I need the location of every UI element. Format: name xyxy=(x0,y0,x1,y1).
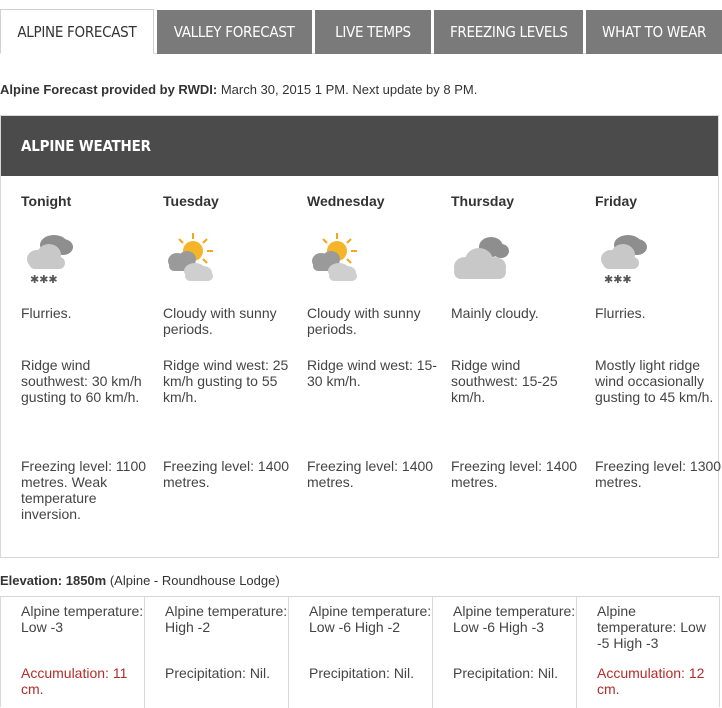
day-name: Wednesday xyxy=(307,193,385,209)
svg-text:✱✱✱: ✱✱✱ xyxy=(604,273,632,286)
tab-alpine-forecast[interactable]: ALPINE FORECAST xyxy=(0,9,154,54)
forecast-tabs xyxy=(0,0,722,54)
day-description: Mainly cloudy. xyxy=(451,305,539,321)
day-freezing-level: Freezing level: 1100 metres. Weak temperature inversion. xyxy=(21,458,147,522)
day-freezing-level: Freezing level: 1400 metres. xyxy=(163,458,290,490)
precip-text: Accumulation: 11 cm. xyxy=(21,665,128,697)
precip-text: Precipitation: Nil. xyxy=(453,665,559,681)
day-column xyxy=(307,193,437,490)
day-wind: Ridge wind southwest: 30 km/h gusting to 60 km/h. xyxy=(21,357,142,405)
tab-live-temps[interactable]: LIVE TEMPS xyxy=(315,10,432,54)
sun-cloud-icon xyxy=(163,231,223,287)
day-description: Flurries. xyxy=(595,305,646,321)
svg-text:✱✱✱: ✱✱✱ xyxy=(30,273,58,286)
provider-text: March 30, 2015 1 PM. Next update by 8 PM. xyxy=(220,82,478,97)
day-wind: Ridge wind west: 25 km/h gusting to 55 km/h. xyxy=(163,357,289,405)
precip-text: Precipitation: Nil. xyxy=(165,665,271,681)
elevation-line xyxy=(0,573,280,588)
day-column xyxy=(21,193,151,522)
day-freezing-level: Freezing level: 1400 metres. xyxy=(307,458,434,490)
day-wind: Ridge wind southwest: 15-25 km/h. xyxy=(451,357,558,405)
day-wind: Mostly light ridge wind occasionally gusting to 45 km/h. xyxy=(595,357,714,405)
panel-title: ALPINE WEATHER xyxy=(1,116,718,176)
elevation-label: Elevation: 1850m xyxy=(0,573,107,588)
temp-text: Alpine temperature: Low -3 xyxy=(21,603,144,635)
cloud-snow-icon xyxy=(21,231,81,287)
day-name: Tuesday xyxy=(163,193,219,209)
day-name: Thursday xyxy=(451,193,515,209)
precip-text: Precipitation: Nil. xyxy=(309,665,415,681)
temp-cell xyxy=(289,597,433,708)
cloud-snow-icon xyxy=(595,231,655,287)
day-column xyxy=(595,193,722,490)
cloud-icon xyxy=(451,231,511,287)
day-freezing-level: Freezing level: 1300 metres. xyxy=(595,458,722,490)
temp-cell xyxy=(145,597,289,708)
temp-text: Alpine temperature: Low -6 High -2 xyxy=(309,603,432,635)
day-description: Flurries. xyxy=(21,305,72,321)
tab-valley-forecast[interactable]: VALLEY FORECAST xyxy=(157,10,312,54)
temp-cell xyxy=(577,597,719,708)
day-description: Cloudy with sunny periods. xyxy=(307,305,421,337)
temp-cell xyxy=(433,597,577,708)
day-wind: Ridge wind west: 15-30 km/h. xyxy=(307,357,437,389)
precip-text: Accumulation: 12 cm. xyxy=(597,665,705,697)
day-description: Cloudy with sunny periods. xyxy=(163,305,277,337)
tab-what-to-wear[interactable]: WHAT TO WEAR xyxy=(586,10,722,54)
day-name: Tonight xyxy=(21,193,72,209)
temp-text: Alpine temperature: Low -5 High -3 xyxy=(597,603,706,651)
provider-label: Alpine Forecast provided by RWDI: xyxy=(0,82,218,97)
tab-freezing-levels[interactable]: FREEZING LEVELS xyxy=(434,10,583,54)
temp-text: Alpine temperature: High -2 xyxy=(165,603,288,635)
sun-cloud-icon xyxy=(307,231,367,287)
day-column xyxy=(163,193,293,490)
day-freezing-level: Freezing level: 1400 metres. xyxy=(451,458,578,490)
alpine-weather-panel xyxy=(0,115,722,558)
elevation-place: (Alpine - Roundhouse Lodge) xyxy=(109,573,280,588)
temp-text: Alpine temperature: Low -6 High -3 xyxy=(453,603,576,635)
day-name: Friday xyxy=(595,193,638,209)
temp-cell xyxy=(1,597,145,708)
alpine-temperature-table xyxy=(0,596,720,707)
day-column xyxy=(451,193,581,490)
provider-line xyxy=(0,82,477,97)
